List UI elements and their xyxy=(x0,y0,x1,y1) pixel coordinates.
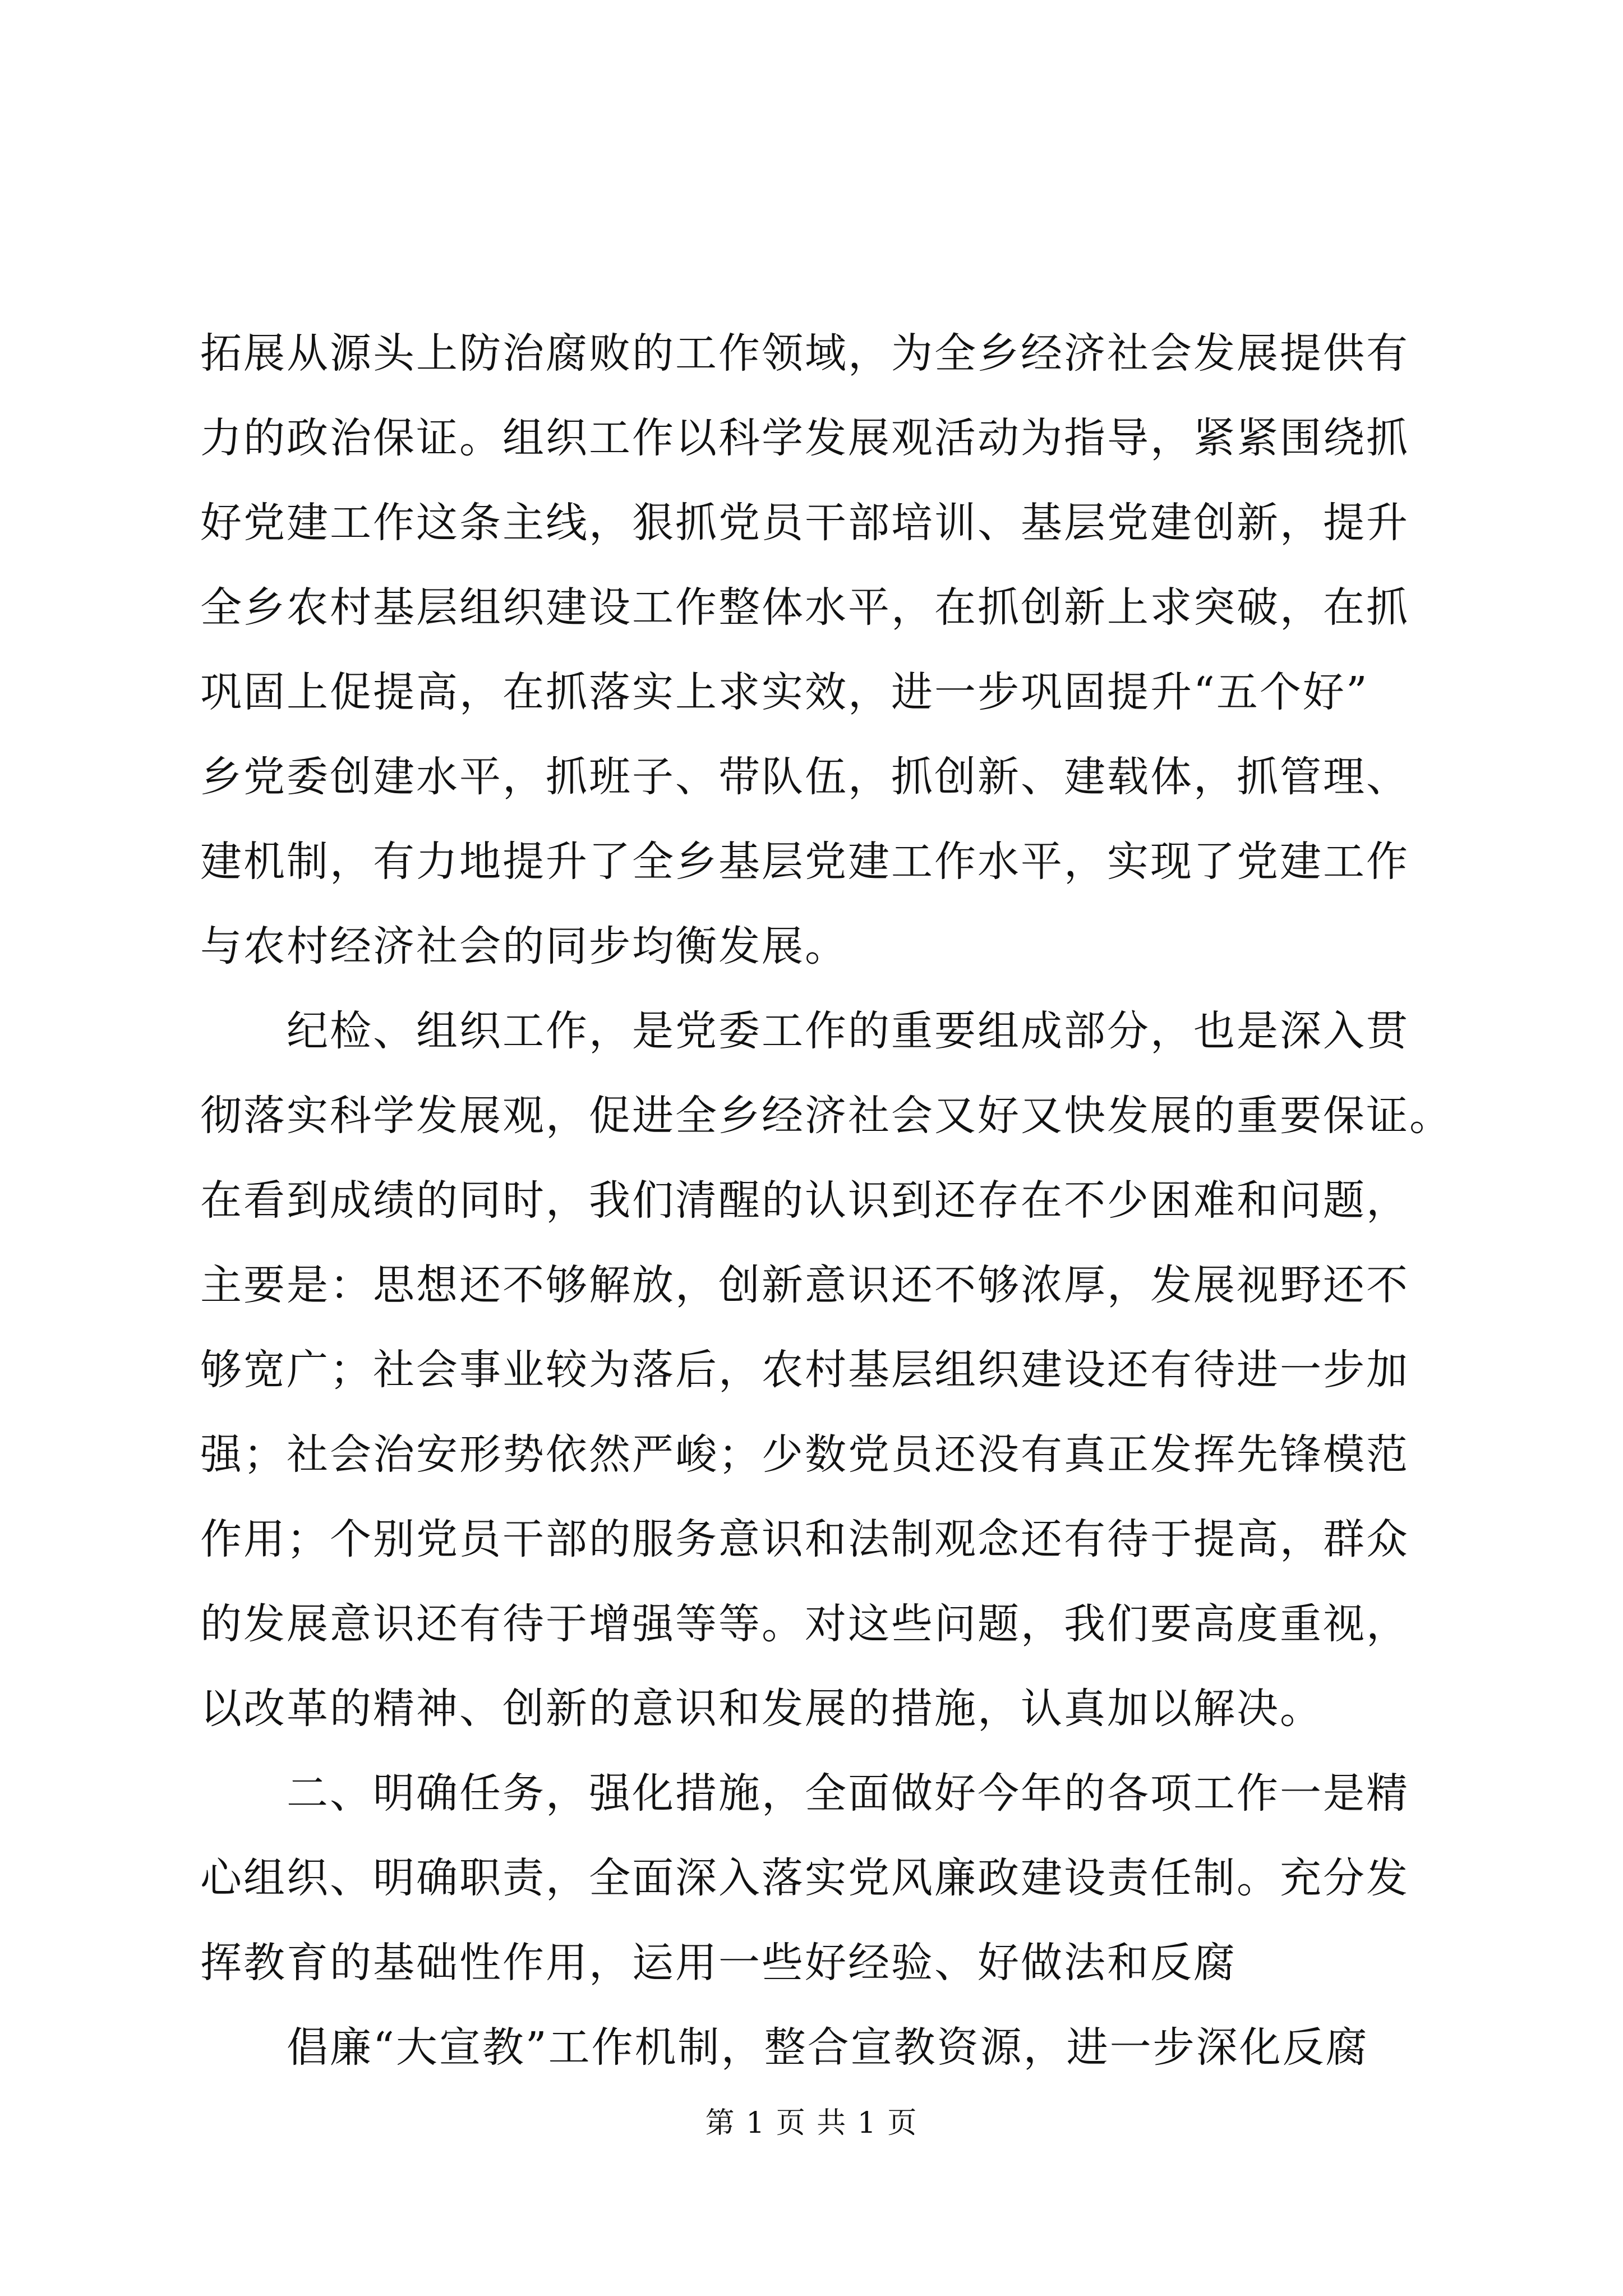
text-line: 巩固上促提高，在抓落实上求实效，进一步巩固提升“五个好” xyxy=(200,668,1369,716)
text-line: 够宽广；社会事业较为落后，农村基层组织建设还有待进一步加 xyxy=(200,1346,1409,1394)
text-line: 作用；个别党员干部的服务意识和法制观念还有待于提高，群众 xyxy=(200,1515,1409,1563)
text-line: 以改革的精神、创新的意识和发展的措施，认真加以解决。 xyxy=(200,1685,1323,1733)
text-line: 力的政治保证。组织工作以科学发展观活动为指导，紧紧围绕抓 xyxy=(200,414,1409,462)
text-line: 心组织、明确职责，全面深入落实党风廉政建设责任制。充分发 xyxy=(200,1854,1409,1902)
text-line: 倡廉“大宣教”工作机制，整合宣教资源，进一步深化反腐 xyxy=(200,2023,1369,2072)
text-line: 的发展意识还有待于增强等等。对这些问题，我们要高度重视， xyxy=(200,1600,1409,1648)
text-line: 纪检、组织工作，是党委工作的重要组成部分，也是深入贯 xyxy=(200,1007,1409,1055)
text-line: 好党建工作这条主线，狠抓党员干部培训、基层党建创新，提升 xyxy=(200,499,1409,547)
text-line: 与农村经济社会的同步均衡发展。 xyxy=(200,922,848,970)
text-line: 主要是：思想还不够解放，创新意识还不够浓厚，发展视野还不 xyxy=(200,1261,1409,1309)
text-line: 挥教育的基础性作用，运用一些好经验、好做法和反腐 xyxy=(200,1939,1237,1987)
text-line: 乡党委创建水平，抓班子、带队伍，抓创新、建载体，抓管理、 xyxy=(200,753,1409,801)
text-line: 拓展从源头上防治腐败的工作领域，为全乡经济社会发展提供有 xyxy=(200,329,1409,378)
page-footer xyxy=(0,2099,1623,2141)
text-line: 建机制，有力地提升了全乡基层党建工作水平，实现了党建工作 xyxy=(200,838,1409,886)
body-text xyxy=(200,311,1453,2090)
text-line: 彻落实科学发展观，促进全乡经济社会又好又快发展的重要保证。 xyxy=(200,1092,1453,1140)
text-line: 全乡农村基层组织建设工作整体水平，在抓创新上求突破，在抓 xyxy=(200,583,1409,632)
page-number: 第 1 页 共 1 页 xyxy=(705,2106,918,2140)
text-line: 二、明确任务，强化措施，全面做好今年的各项工作一是精 xyxy=(200,1769,1409,1818)
text-line: 在看到成绩的同时，我们清醒的认识到还存在不少困难和问题， xyxy=(200,1176,1409,1225)
text-line: 强；社会治安形势依然严峻；少数党员还没有真正发挥先锋模范 xyxy=(200,1430,1409,1479)
